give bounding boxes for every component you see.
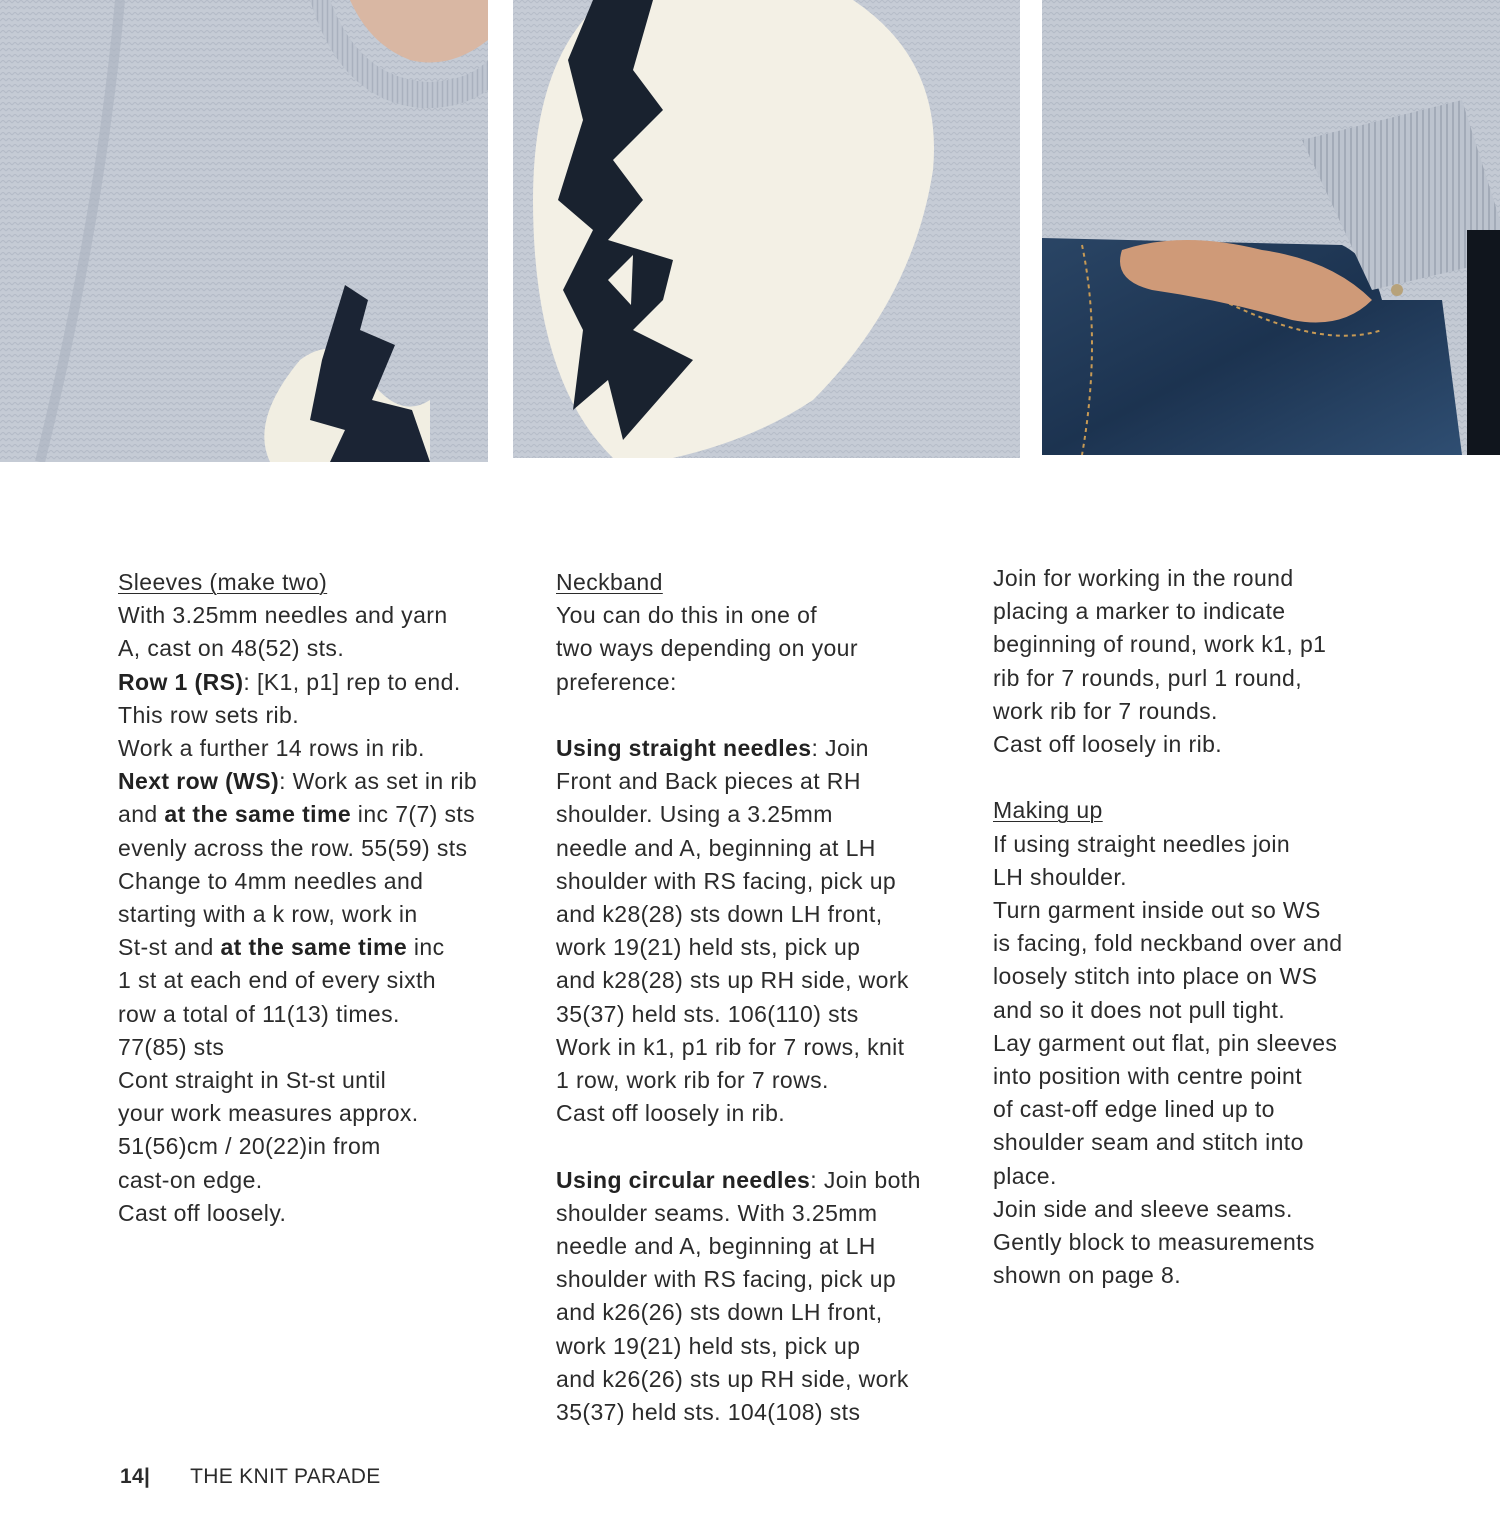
making-up-line: loosely stitch into place on WS — [993, 963, 1318, 990]
neckband-line: shoulder seams. With 3.25mm — [556, 1199, 878, 1226]
sleeves-line: Cont straight in St-st until — [118, 1067, 387, 1094]
neckband-column — [556, 566, 976, 1429]
making-up-line: Turn garment inside out so WS — [993, 897, 1321, 924]
neckband-line: two ways depending on your — [556, 635, 858, 662]
emphasis: at the same time — [220, 934, 408, 961]
straight-needles-intro — [556, 732, 976, 765]
neckband-line: Cast off loosely in rib. — [556, 1100, 786, 1127]
neckband-line: 35(37) held sts. 106(110) sts — [556, 1000, 859, 1027]
sleeves-line: evenly across the row. 55(59) sts — [118, 834, 468, 861]
neckband-line: work 19(21) held sts, pick up — [556, 1332, 861, 1359]
page-footer — [120, 1465, 381, 1489]
straight-needles-label: Using straight needles — [556, 735, 812, 761]
sleeves-line — [118, 798, 538, 831]
neckband-line: shoulder. Using a 3.25mm — [556, 801, 833, 828]
photo-sweater-front — [0, 0, 488, 462]
rounds-line: rib for 7 rounds, purl 1 round, — [993, 664, 1303, 691]
neckband-line: work 19(21) held sts, pick up — [556, 934, 861, 961]
making-up-line: If using straight needles join — [993, 830, 1291, 857]
motif-closeup-image — [513, 0, 1020, 458]
making-up-line: Join side and sleeve seams. — [993, 1195, 1293, 1222]
neckband-line: shoulder with RS facing, pick up — [556, 867, 897, 894]
rounds-line: Cast off loosely in rib. — [993, 731, 1223, 758]
text-span: inc 7(7) sts — [351, 801, 476, 828]
sleeves-line: 1 st at each end of every sixth — [118, 967, 436, 994]
neckband-line: and k26(26) sts up RH side, work — [556, 1365, 909, 1392]
row1-label: Row 1 (RS) — [118, 668, 244, 695]
sleeves-line: Change to 4mm needles and — [118, 867, 424, 894]
circular-needles-label: Using circular needles — [556, 1166, 811, 1193]
text-span: St-st and — [118, 934, 221, 961]
sleeves-line: A, cast on 48(52) sts. — [118, 635, 345, 662]
spacer — [993, 761, 1433, 794]
sleeves-line: your work measures approx. — [118, 1100, 419, 1127]
neckband-line: shoulder with RS facing, pick up — [556, 1266, 897, 1293]
sleeves-next-row — [118, 765, 538, 798]
text-span: : Join both — [810, 1166, 921, 1193]
sleeves-heading: Sleeves (make two) — [118, 569, 328, 595]
publication-title: THE KNIT PARADE — [190, 1465, 381, 1488]
making-up-line: into position with centre point — [993, 1063, 1303, 1090]
next-row-text: : Work as set in rib — [279, 768, 478, 795]
text-span: inc — [407, 934, 445, 961]
neckband-line: preference: — [556, 668, 677, 695]
neckband-line: needle and A, beginning at LH — [556, 1233, 876, 1260]
rounds-line: work rib for 7 rounds. — [993, 697, 1218, 724]
making-up-line: Lay garment out flat, pin sleeves — [993, 1029, 1338, 1056]
sleeves-line: row a total of 11(13) times. — [118, 1000, 400, 1027]
sleeves-line: starting with a k row, work in — [118, 901, 418, 928]
sleeves-line: 51(56)cm / 20(22)in from — [118, 1133, 381, 1160]
sleeves-line: Cast off loosely. — [118, 1199, 287, 1226]
making-up-line: LH shoulder. — [993, 863, 1127, 890]
neckband-line: and k26(26) sts down LH front, — [556, 1299, 883, 1326]
neckband-line: and k28(28) sts up RH side, work — [556, 967, 909, 994]
rounds-making-up-column — [993, 562, 1433, 1292]
photo-cuff-pocket — [1042, 0, 1500, 455]
sleeves-line: This row sets rib. — [118, 701, 300, 728]
neckband-line: Work in k1, p1 rib for 7 rows, knit — [556, 1033, 905, 1060]
making-up-line: shown on page 8. — [993, 1262, 1181, 1289]
sleeves-line: With 3.25mm needles and yarn — [118, 602, 448, 629]
making-up-line: shoulder seam and stitch into — [993, 1129, 1304, 1156]
sleeves-column — [118, 566, 538, 1230]
making-up-line: of cast-off edge lined up to — [993, 1096, 1275, 1123]
page-number: 14| — [120, 1465, 151, 1488]
rounds-line: Join for working in the round — [993, 565, 1294, 591]
neckband-line: needle and A, beginning at LH — [556, 834, 876, 861]
neckband-line: and k28(28) sts down LH front, — [556, 901, 883, 928]
making-up-heading: Making up — [993, 797, 1103, 824]
sleeves-line: Work a further 14 rows in rib. — [118, 735, 425, 762]
text-span: and — [118, 801, 165, 828]
making-up-line: and so it does not pull tight. — [993, 996, 1286, 1023]
sleeves-line — [118, 931, 538, 964]
emphasis: at the same time — [164, 801, 352, 828]
sleeves-line: 77(85) sts — [118, 1033, 225, 1060]
rounds-line: beginning of round, work k1, p1 — [993, 631, 1327, 658]
neckband-heading: Neckband — [556, 569, 663, 595]
circular-needles-intro — [556, 1164, 976, 1197]
neckband-line: Front and Back pieces at RH — [556, 768, 861, 795]
sleeves-line: cast-on edge. — [118, 1166, 263, 1193]
making-up-line: place. — [993, 1162, 1057, 1189]
cuff-pocket-image — [1042, 0, 1500, 455]
neckband-line: You can do this in one of — [556, 602, 818, 629]
spacer — [556, 1130, 976, 1163]
neckband-line: 35(37) held sts. 104(108) sts — [556, 1399, 861, 1426]
making-up-line: Gently block to measurements — [993, 1229, 1315, 1256]
row1-text: : [K1, p1] rep to end. — [243, 668, 461, 695]
neckband-line: 1 row, work rib for 7 rows. — [556, 1067, 829, 1094]
rounds-line: placing a marker to indicate — [993, 598, 1286, 625]
sleeves-row1 — [118, 666, 538, 699]
spacer — [556, 699, 976, 732]
text-span: : Join — [811, 735, 869, 761]
sweater-front-image — [0, 0, 488, 462]
photo-motif-closeup — [513, 0, 1020, 458]
making-up-line: is facing, fold neckband over and — [993, 930, 1343, 957]
next-row-label: Next row (WS) — [118, 768, 280, 795]
